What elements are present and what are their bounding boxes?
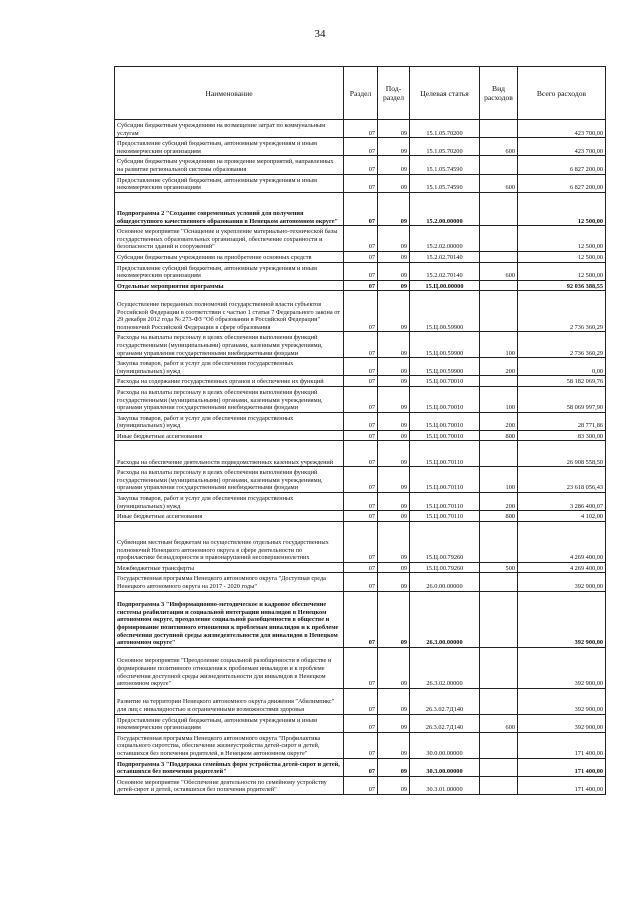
table-row [115, 732, 606, 758]
row-name-cell: Предоставление субсидий бюджетным, автономным учреждениям и иным некоммерческим организациям [115, 174, 344, 192]
table-row [115, 251, 606, 262]
table-row [115, 467, 606, 493]
table-row [115, 511, 606, 522]
row-total-cell: 6 827 200,00 [518, 174, 606, 192]
row-total-cell: 23 618 056,43 [518, 467, 606, 493]
table-row [115, 714, 606, 732]
row-section-cell: 07 [344, 511, 378, 522]
row-total-cell: 171 400,00 [518, 758, 606, 776]
row-subsection-cell: 09 [378, 647, 410, 688]
row-name-cell: Основное мероприятие "Преодоление социальной разобщенности в обществе и формирование позитивного отношения к проблемам инвалидов и к проблеме обеспечения доступной среды жизнедеятельности для инвалидов в Ненецком автономном округе" [115, 647, 344, 688]
row-section-cell: 07 [344, 441, 378, 467]
row-section-cell: 07 [344, 376, 378, 387]
row-name-cell: Закупка товаров, работ и услуг для обеспечения государственных (муниципальных) нужд [115, 412, 344, 430]
row-total-cell: 28 771,86 [518, 412, 606, 430]
row-name-cell: Предоставление субсидий бюджетным, автономным учреждениям и иным некоммерческим организациям [115, 714, 344, 732]
row-total-cell: 171 400,00 [518, 732, 606, 758]
row-subsection-cell: 09 [378, 251, 410, 262]
row-name-cell: Подпрограмма 3 "Поддержка семейных форм устройства детей-сирот и детей, оставшихся без попечения родителей" [115, 758, 344, 776]
row-total-cell: 392 900,00 [518, 573, 606, 591]
row-target-cell: 26.0.00.00000 [410, 573, 480, 591]
row-total-cell: 171 400,00 [518, 776, 606, 794]
row-target-cell: 15.Ц.00.59900 [410, 332, 480, 358]
row-subsection-cell: 09 [378, 386, 410, 412]
row-section-cell: 07 [344, 226, 378, 252]
row-section-cell: 07 [344, 156, 378, 174]
row-total-cell: 392 900,00 [518, 714, 606, 732]
row-kind-cell: 100 [480, 332, 518, 358]
table-row [115, 280, 606, 291]
row-subsection-cell: 09 [378, 430, 410, 441]
row-kind-cell [480, 120, 518, 138]
row-target-cell: 30.0.00.00000 [410, 732, 480, 758]
row-target-cell: 15.2.02.70140 [410, 251, 480, 262]
row-target-cell: 15.Ц.00.70110 [410, 511, 480, 522]
row-subsection-cell: 09 [378, 376, 410, 387]
row-name-cell: Подпрограмма 2 "Создание современных условий для получения общедоступного качественного образования в Ненецком автономном округе" [115, 192, 344, 225]
table-header-row [115, 67, 606, 120]
row-subsection-cell: 09 [378, 521, 410, 562]
header-kind: Вид расходов [480, 67, 518, 120]
row-total-cell: 392 900,00 [518, 647, 606, 688]
row-kind-cell [480, 688, 518, 714]
table-row [115, 562, 606, 573]
row-total-cell: 12 500,00 [518, 192, 606, 225]
row-subsection-cell: 09 [378, 562, 410, 573]
row-section-cell: 07 [344, 120, 378, 138]
row-name-cell: Закупка товаров, работ и услуг для обеспечения государственных (муниципальных) нужд [115, 493, 344, 511]
row-kind-cell [480, 280, 518, 291]
row-target-cell: 15.1.05.74590 [410, 156, 480, 174]
row-target-cell: 15.1.05.74590 [410, 174, 480, 192]
row-target-cell: 15.Ц.00.59900 [410, 358, 480, 376]
row-total-cell: 12 500,00 [518, 226, 606, 252]
table-row [115, 493, 606, 511]
row-section-cell: 07 [344, 262, 378, 280]
row-kind-cell [480, 226, 518, 252]
row-target-cell: 15.2.02.70140 [410, 262, 480, 280]
row-target-cell: 15.1.05.70200 [410, 120, 480, 138]
row-kind-cell [480, 647, 518, 688]
row-subsection-cell: 09 [378, 511, 410, 522]
row-target-cell: 15.Ц.00.70010 [410, 376, 480, 387]
row-total-cell: 92 036 388,55 [518, 280, 606, 291]
row-subsection-cell: 09 [378, 591, 410, 647]
table-row [115, 776, 606, 794]
row-section-cell: 07 [344, 291, 378, 332]
row-name-cell: Подпрограмма 3 "Информационно-методическое и кадровое обеспечение системы реабилитации и социальной интеграции инвалидов в Ненецком автономном округе, преодоление социальной разобщенности в обществе и формирование позитивного отношения к проблемам инвалидов и к проблеме обеспечения доступной среды жизнедеятельности для инвалидов в Ненецком автономном округе" [115, 591, 344, 647]
row-section-cell: 07 [344, 758, 378, 776]
row-kind-cell: 600 [480, 262, 518, 280]
row-total-cell: 2 736 360,29 [518, 332, 606, 358]
row-section-cell: 07 [344, 688, 378, 714]
table-body [115, 120, 606, 795]
row-kind-cell: 200 [480, 412, 518, 430]
row-name-cell: Иные бюджетные ассигнования [115, 430, 344, 441]
table-row [115, 138, 606, 156]
row-target-cell: 15.Ц.00.70110 [410, 467, 480, 493]
row-kind-cell [480, 758, 518, 776]
row-kind-cell [480, 291, 518, 332]
row-target-cell: 30.3.01.00000 [410, 776, 480, 794]
row-kind-cell: 800 [480, 430, 518, 441]
row-target-cell: 30.3.00.00000 [410, 758, 480, 776]
row-kind-cell [480, 591, 518, 647]
row-section-cell: 07 [344, 280, 378, 291]
row-name-cell: Расходы на содержание государственных органов и обеспечение их функций [115, 376, 344, 387]
table-row [115, 262, 606, 280]
row-subsection-cell: 09 [378, 688, 410, 714]
table-row [115, 358, 606, 376]
row-subsection-cell: 09 [378, 412, 410, 430]
row-subsection-cell: 09 [378, 714, 410, 732]
table-row [115, 332, 606, 358]
table-row [115, 291, 606, 332]
row-subsection-cell: 09 [378, 758, 410, 776]
row-total-cell: 423 700,00 [518, 120, 606, 138]
row-section-cell: 07 [344, 358, 378, 376]
row-name-cell: Закупка товаров, работ и услуг для обеспечения государственных (муниципальных) нужд [115, 358, 344, 376]
row-kind-cell: 500 [480, 562, 518, 573]
row-target-cell: 26.3.02.7Д140 [410, 688, 480, 714]
row-subsection-cell: 09 [378, 262, 410, 280]
row-kind-cell [480, 376, 518, 387]
row-kind-cell [480, 732, 518, 758]
row-subsection-cell: 09 [378, 776, 410, 794]
row-section-cell: 07 [344, 138, 378, 156]
row-section-cell: 07 [344, 251, 378, 262]
row-subsection-cell: 09 [378, 120, 410, 138]
row-target-cell: 15.Ц.00.79260 [410, 521, 480, 562]
row-kind-cell [480, 192, 518, 225]
table-row [115, 156, 606, 174]
row-total-cell: 3 286 400,07 [518, 493, 606, 511]
row-kind-cell [480, 521, 518, 562]
row-name-cell: Отдельные мероприятия программы [115, 280, 344, 291]
row-kind-cell: 200 [480, 358, 518, 376]
row-section-cell: 07 [344, 493, 378, 511]
row-total-cell: 392 900,00 [518, 591, 606, 647]
row-subsection-cell: 09 [378, 192, 410, 225]
row-target-cell: 15.Ц.00.00000 [410, 280, 480, 291]
row-section-cell: 07 [344, 591, 378, 647]
row-kind-cell: 100 [480, 386, 518, 412]
row-kind-cell: 800 [480, 511, 518, 522]
row-name-cell: Предоставление субсидий бюджетным, автономным учреждениям и иным некоммерческим организациям [115, 262, 344, 280]
row-target-cell: 15.Ц.00.59900 [410, 291, 480, 332]
row-subsection-cell: 09 [378, 493, 410, 511]
row-target-cell: 15.Ц.00.70110 [410, 441, 480, 467]
row-section-cell: 07 [344, 174, 378, 192]
header-name: Наименование [115, 67, 344, 120]
row-section-cell: 07 [344, 386, 378, 412]
row-total-cell: 58 069 997,90 [518, 386, 606, 412]
row-total-cell: 12 500,00 [518, 251, 606, 262]
header-subsection: Под-раздел [378, 67, 410, 120]
row-target-cell: 26.3.02.7Д140 [410, 714, 480, 732]
row-section-cell: 07 [344, 430, 378, 441]
row-subsection-cell: 09 [378, 332, 410, 358]
row-name-cell: Развитие на территории Ненецкого автономного округа движения "Абилимпикс" для лиц с инвалидностью и ограниченными возможностями здоровья [115, 688, 344, 714]
row-subsection-cell: 09 [378, 156, 410, 174]
table-row [115, 758, 606, 776]
row-target-cell: 15.Ц.00.70010 [410, 386, 480, 412]
row-total-cell: 26 908 558,50 [518, 441, 606, 467]
row-section-cell: 07 [344, 332, 378, 358]
row-section-cell: 07 [344, 732, 378, 758]
row-subsection-cell: 09 [378, 291, 410, 332]
row-kind-cell [480, 156, 518, 174]
row-target-cell: 15.Ц.00.70010 [410, 412, 480, 430]
row-name-cell: Расходы на выплаты персоналу в целях обеспечения выполнения функций государственными (муниципальными) органами, казенными учреждениями, органами управления государственными внебюджетными фондами [115, 332, 344, 358]
header-total: Всего расходов [518, 67, 606, 120]
row-subsection-cell: 09 [378, 174, 410, 192]
row-name-cell: Предоставление субсидий бюджетным, автономным учреждениям и иным некоммерческим организациям [115, 138, 344, 156]
row-target-cell: 15.2.00.00000 [410, 192, 480, 225]
row-target-cell: 15.1.05.70200 [410, 138, 480, 156]
row-kind-cell: 600 [480, 138, 518, 156]
row-subsection-cell: 09 [378, 467, 410, 493]
row-total-cell: 6 827 200,00 [518, 156, 606, 174]
row-name-cell: Основное мероприятие "Оснащение и укрепление материально-технической базы государственных образовательных организаций, обеспечение сохранности и безопасности зданий и сооружений" [115, 226, 344, 252]
row-subsection-cell: 09 [378, 226, 410, 252]
row-name-cell: Государственная программа Ненецкого автономного округа "Доступная среда Ненецкого автономного округа на 2017 - 2020 годы" [115, 573, 344, 591]
row-kind-cell: 600 [480, 174, 518, 192]
row-section-cell: 07 [344, 573, 378, 591]
row-total-cell: 4 269 400,00 [518, 521, 606, 562]
header-target: Целевая статья [410, 67, 480, 120]
row-name-cell: Осуществление переданных полномочий государственной власти субъектов Российской Федерации в соответствии с частью 1 статьи 7 Федерального закона от 29 декабря 2012 года № 273-ФЗ "Об образовании в Российской Федерации" полномочий Российской Федерации в сфере образования [115, 291, 344, 332]
row-total-cell: 423 700,00 [518, 138, 606, 156]
row-kind-cell: 100 [480, 467, 518, 493]
header-section: Раздел [344, 67, 378, 120]
row-target-cell: 15.Ц.00.70110 [410, 493, 480, 511]
row-target-cell: 15.Ц.00.70010 [410, 430, 480, 441]
row-target-cell: 26.3.02.00000 [410, 647, 480, 688]
row-subsection-cell: 09 [378, 573, 410, 591]
row-target-cell: 15.Ц.00.79260 [410, 562, 480, 573]
row-total-cell: 0,00 [518, 358, 606, 376]
page-number: 34 [314, 28, 326, 40]
row-name-cell: Государственная программа Ненецкого автономного округа "Профилактика социального сиротства, обеспечение жизнеустройства детей-сирот и детей, оставшихся без попечения родителей, в Ненецком автономном округе" [115, 732, 344, 758]
row-subsection-cell: 09 [378, 138, 410, 156]
row-name-cell: Субсидии бюджетным учреждениям на проведение мероприятий, направленных на развитие региональной системы образования [115, 156, 344, 174]
table-row [115, 430, 606, 441]
row-name-cell: Расходы на выплаты персоналу в целях обеспечения выполнения функций государственными (муниципальными) органами, казенными учреждениями, органами управления государственными внебюджетными фондами [115, 467, 344, 493]
row-section-cell: 07 [344, 776, 378, 794]
table-row [115, 441, 606, 467]
row-kind-cell [480, 776, 518, 794]
row-section-cell: 07 [344, 467, 378, 493]
row-name-cell: Расходы на обеспечение деятельности подведомственных казенных учреждений [115, 441, 344, 467]
row-total-cell: 12 500,00 [518, 262, 606, 280]
row-name-cell: Межбюджетные трансферты [115, 562, 344, 573]
row-total-cell: 2 736 360,29 [518, 291, 606, 332]
row-kind-cell [480, 441, 518, 467]
row-total-cell: 4 269 400,00 [518, 562, 606, 573]
table-row [115, 521, 606, 562]
row-total-cell: 4 102,00 [518, 511, 606, 522]
table-row [115, 647, 606, 688]
row-name-cell: Иные бюджетные ассигнования [115, 511, 344, 522]
row-name-cell: Субсидии бюджетным учреждениям на приобретение основных средств [115, 251, 344, 262]
row-section-cell: 07 [344, 521, 378, 562]
row-subsection-cell: 09 [378, 358, 410, 376]
row-section-cell: 07 [344, 714, 378, 732]
row-section-cell: 07 [344, 192, 378, 225]
table-row [115, 412, 606, 430]
table-row [115, 376, 606, 387]
table-row [115, 120, 606, 138]
row-kind-cell: 600 [480, 714, 518, 732]
row-name-cell: Основное мероприятие "Обеспечение деятельности по семейному устройству детей-сирот и детей, оставшихся без попечения родителей" [115, 776, 344, 794]
row-subsection-cell: 09 [378, 732, 410, 758]
table-row [115, 591, 606, 647]
table-row [115, 573, 606, 591]
expenditure-table [114, 66, 606, 795]
row-section-cell: 07 [344, 412, 378, 430]
row-section-cell: 07 [344, 562, 378, 573]
table-row [115, 386, 606, 412]
row-total-cell: 392 900,00 [518, 688, 606, 714]
row-kind-cell [480, 251, 518, 262]
row-target-cell: 26.3.00.00000 [410, 591, 480, 647]
row-total-cell: 83 300,00 [518, 430, 606, 441]
row-kind-cell: 200 [480, 493, 518, 511]
row-name-cell: Расходы на выплаты персоналу в целях обеспечения выполнения функций государственными (муниципальными) органами, казенными учреждениями, органами управления государственными внебюджетными фондами [115, 386, 344, 412]
table-row [115, 688, 606, 714]
row-target-cell: 15.2.02.00000 [410, 226, 480, 252]
table-row [115, 226, 606, 252]
row-name-cell: Субсидии бюджетным учреждениям на возмещение затрат по коммунальным услугам [115, 120, 344, 138]
row-total-cell: 58 182 069,76 [518, 376, 606, 387]
row-name-cell: Субвенции местным бюджетам на осуществление отдельных государственных полномочий Ненецкого автономного округа в сфере деятельности по профилактике безнадзорности и правонарушений несовершеннолетних [115, 521, 344, 562]
row-section-cell: 07 [344, 647, 378, 688]
row-kind-cell [480, 573, 518, 591]
row-subsection-cell: 09 [378, 280, 410, 291]
table-row [115, 192, 606, 225]
table-row [115, 174, 606, 192]
row-subsection-cell: 09 [378, 441, 410, 467]
